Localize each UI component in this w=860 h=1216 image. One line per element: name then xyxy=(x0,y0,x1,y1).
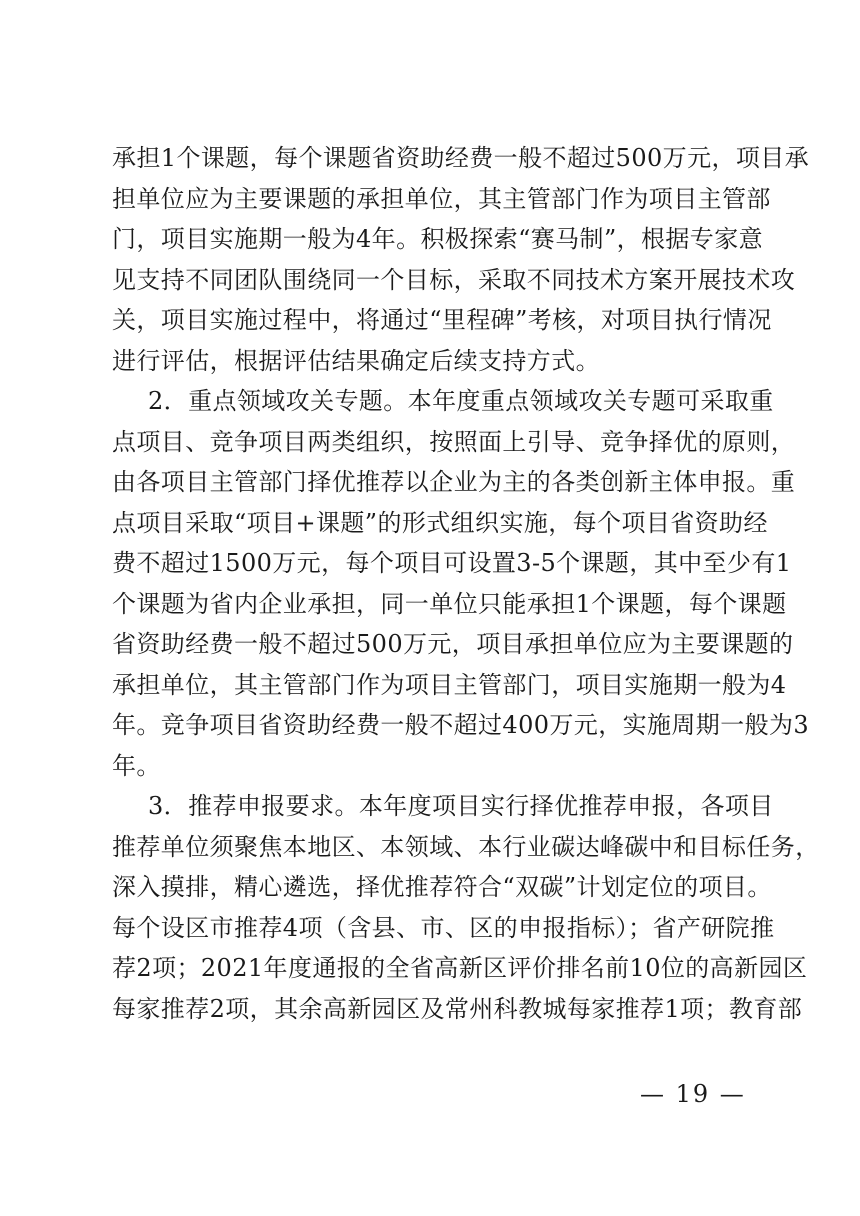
text-line: 每家推荐2项，其余高新园区及常州科教城每家推荐1项；教育部 xyxy=(112,994,803,1023)
paragraph-2 xyxy=(112,381,810,786)
page-number: — 19 — xyxy=(640,1080,746,1108)
text-line: 每个设区市推荐4项（含县、市、区的申报指标）；省产研院推 xyxy=(112,913,775,942)
document-body xyxy=(112,138,820,1029)
text-line: 进行评估，根据评估结果确定后续支持方式。 xyxy=(112,346,600,375)
text-line: 关，项目实施过程中，将通过“里程碑”考核，对项目执行情况 xyxy=(112,306,772,334)
text-line: 承担1个课题，每个课题省资助经费一般不超过500万元，项目承 xyxy=(112,144,810,172)
text-line: 2．重点领域攻关专题。本年度重点领域攻关专题可采取重 xyxy=(148,387,774,415)
text-line: 承担单位，其主管部门作为项目主管部门，项目实施期一般为4 xyxy=(112,670,787,699)
text-line: 点项目、竞争项目两类组织，按照面上引导、竞争择优的原则， xyxy=(112,427,796,456)
text-line: 点项目采取“项目+课题”的形式组织实施，每个项目省资助经 xyxy=(112,508,768,537)
text-line: 推荐单位须聚焦本地区、本领域、本行业碳达峰碳中和目标任务， xyxy=(112,832,820,861)
text-line: 3．推荐申报要求。本年度项目实行择优推荐申报，各项目 xyxy=(148,792,774,820)
text-line: 年。 xyxy=(112,751,161,780)
text-line: 费不超过1500万元，每个项目可设置3-5个课题，其中至少有1 xyxy=(112,549,792,577)
text-line: 深入摸排，精心遴选，择优推荐符合“双碳”计划定位的项目。 xyxy=(112,873,772,901)
text-line: 门，项目实施期一般为4年。积极探索“赛马制”，根据专家意 xyxy=(112,225,764,253)
text-line: 年。竞争项目省资助经费一般不超过400万元，实施周期一般为3 xyxy=(112,711,810,739)
text-line: 个课题为省内企业承担，同一单位只能承担1个课题，每个课题 xyxy=(112,589,787,618)
paragraph-3 xyxy=(112,786,820,1029)
text-line: 荐2项；2021年度通报的全省高新区评价排名前10位的高新园区 xyxy=(112,954,808,982)
paragraph-1 xyxy=(112,138,810,381)
text-line: 担单位应为主要课题的承担单位，其主管部门作为项目主管部 xyxy=(112,184,771,213)
text-line: 见支持不同团队围绕同一个目标，采取不同技术方案开展技术攻 xyxy=(112,265,796,294)
text-line: 省资助经费一般不超过500万元，项目承担单位应为主要课题的 xyxy=(112,630,794,658)
text-line: 由各项目主管部门择优推荐以企业为主的各类创新主体申报。重 xyxy=(112,468,796,496)
